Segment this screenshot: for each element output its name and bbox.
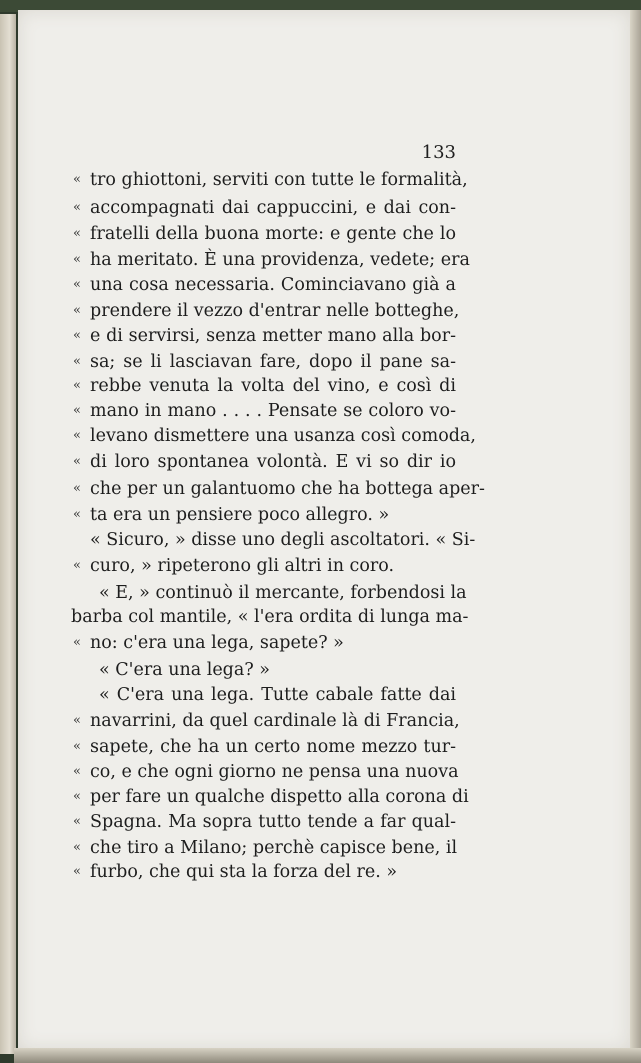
previous-page-edge: [0, 14, 16, 1054]
text-line: che per un galantuomo che ha bottega aper-: [90, 479, 485, 499]
line-quote-mark: «: [73, 428, 81, 443]
text-line: sapete, che ha un certo nome mezzo tur-: [90, 737, 456, 757]
line-quote-mark: «: [73, 507, 81, 522]
text-line: mano in mano . . . . Pensate se coloro vo-: [90, 401, 456, 421]
line-quote-mark: «: [73, 226, 81, 241]
line-quote-mark: «: [73, 814, 81, 829]
line-quote-mark: «: [73, 252, 81, 267]
text-line: Spagna. Ma sopra tutto tende a far qual-: [90, 812, 456, 832]
text-line: ta era un pensiere poco allegro. »: [90, 505, 390, 525]
line-quote-mark: «: [73, 354, 81, 369]
line-quote-mark: «: [73, 303, 81, 318]
line-quote-mark: «: [73, 635, 81, 650]
line-quote-mark: «: [73, 840, 81, 855]
text-line: e di servirsi, senza metter mano alla bor-: [90, 326, 456, 346]
text-line: rebbe venuta la volta del vino, e così di: [90, 376, 456, 396]
page-right-edge: [630, 10, 641, 1055]
line-quote-mark: «: [73, 764, 81, 779]
line-quote-mark: «: [73, 277, 81, 292]
text-line: « E, » continuò il mercante, forbendosi la: [99, 583, 467, 603]
text-line: « C'era una lega. Tutte cabale fatte dai: [99, 685, 456, 705]
line-quote-mark: «: [73, 558, 81, 573]
line-quote-mark: «: [73, 864, 81, 879]
text-line: levano dismettere una usanza così comoda,: [90, 426, 476, 446]
line-quote-mark: «: [73, 481, 81, 496]
text-line: navarrini, da quel cardinale là di Francia,: [90, 711, 460, 731]
text-line: sa; se li lasciavan fare, dopo il pane sa-: [90, 352, 456, 372]
text-line: « Sicuro, » disse uno degli ascoltatori. « Si-: [90, 530, 476, 550]
line-quote-mark: «: [73, 454, 81, 469]
line-quote-mark: «: [73, 739, 81, 754]
line-quote-mark: «: [73, 713, 81, 728]
line-quote-mark: «: [73, 200, 81, 215]
line-quote-mark: «: [73, 789, 81, 804]
line-quote-mark: «: [73, 328, 81, 343]
text-line: curo, » ripeterono gli altri in coro.: [90, 556, 395, 576]
page-bottom-edge: [14, 1048, 641, 1063]
text-line: barba col mantile, « l'era ordita di lunga ma-: [71, 607, 469, 627]
line-quote-mark: «: [73, 403, 81, 418]
text-line: prendere il vezzo d'entrar nelle botteghe,: [90, 301, 460, 321]
text-line: una cosa necessaria. Cominciavano già a: [90, 275, 456, 295]
text-line: che tiro a Milano; perchè capisce bene, il: [90, 838, 458, 858]
text-line: fratelli della buona morte: e gente che lo: [90, 224, 456, 244]
text-line: di loro spontanea volontà. E vi so dir io: [90, 452, 456, 472]
text-line: co, e che ogni giorno ne pensa una nuova: [90, 762, 459, 782]
text-line: furbo, che qui sta la forza del re. »: [90, 862, 398, 882]
text-line: ha meritato. È una providenza, vedete; era: [90, 250, 470, 270]
line-quote-mark: «: [73, 172, 81, 187]
text-line: per fare un qualche dispetto alla corona di: [90, 787, 469, 807]
text-line: tro ghiottoni, serviti con tutte le formalità,: [90, 170, 468, 190]
line-quote-mark: «: [73, 378, 81, 393]
text-line: « C'era una lega? »: [99, 660, 270, 680]
text-line: no: c'era una lega, sapete? »: [90, 633, 344, 653]
text-line: accompagnati dai cappuccini, e dai con-: [90, 198, 456, 218]
page-number: 133: [421, 142, 456, 163]
